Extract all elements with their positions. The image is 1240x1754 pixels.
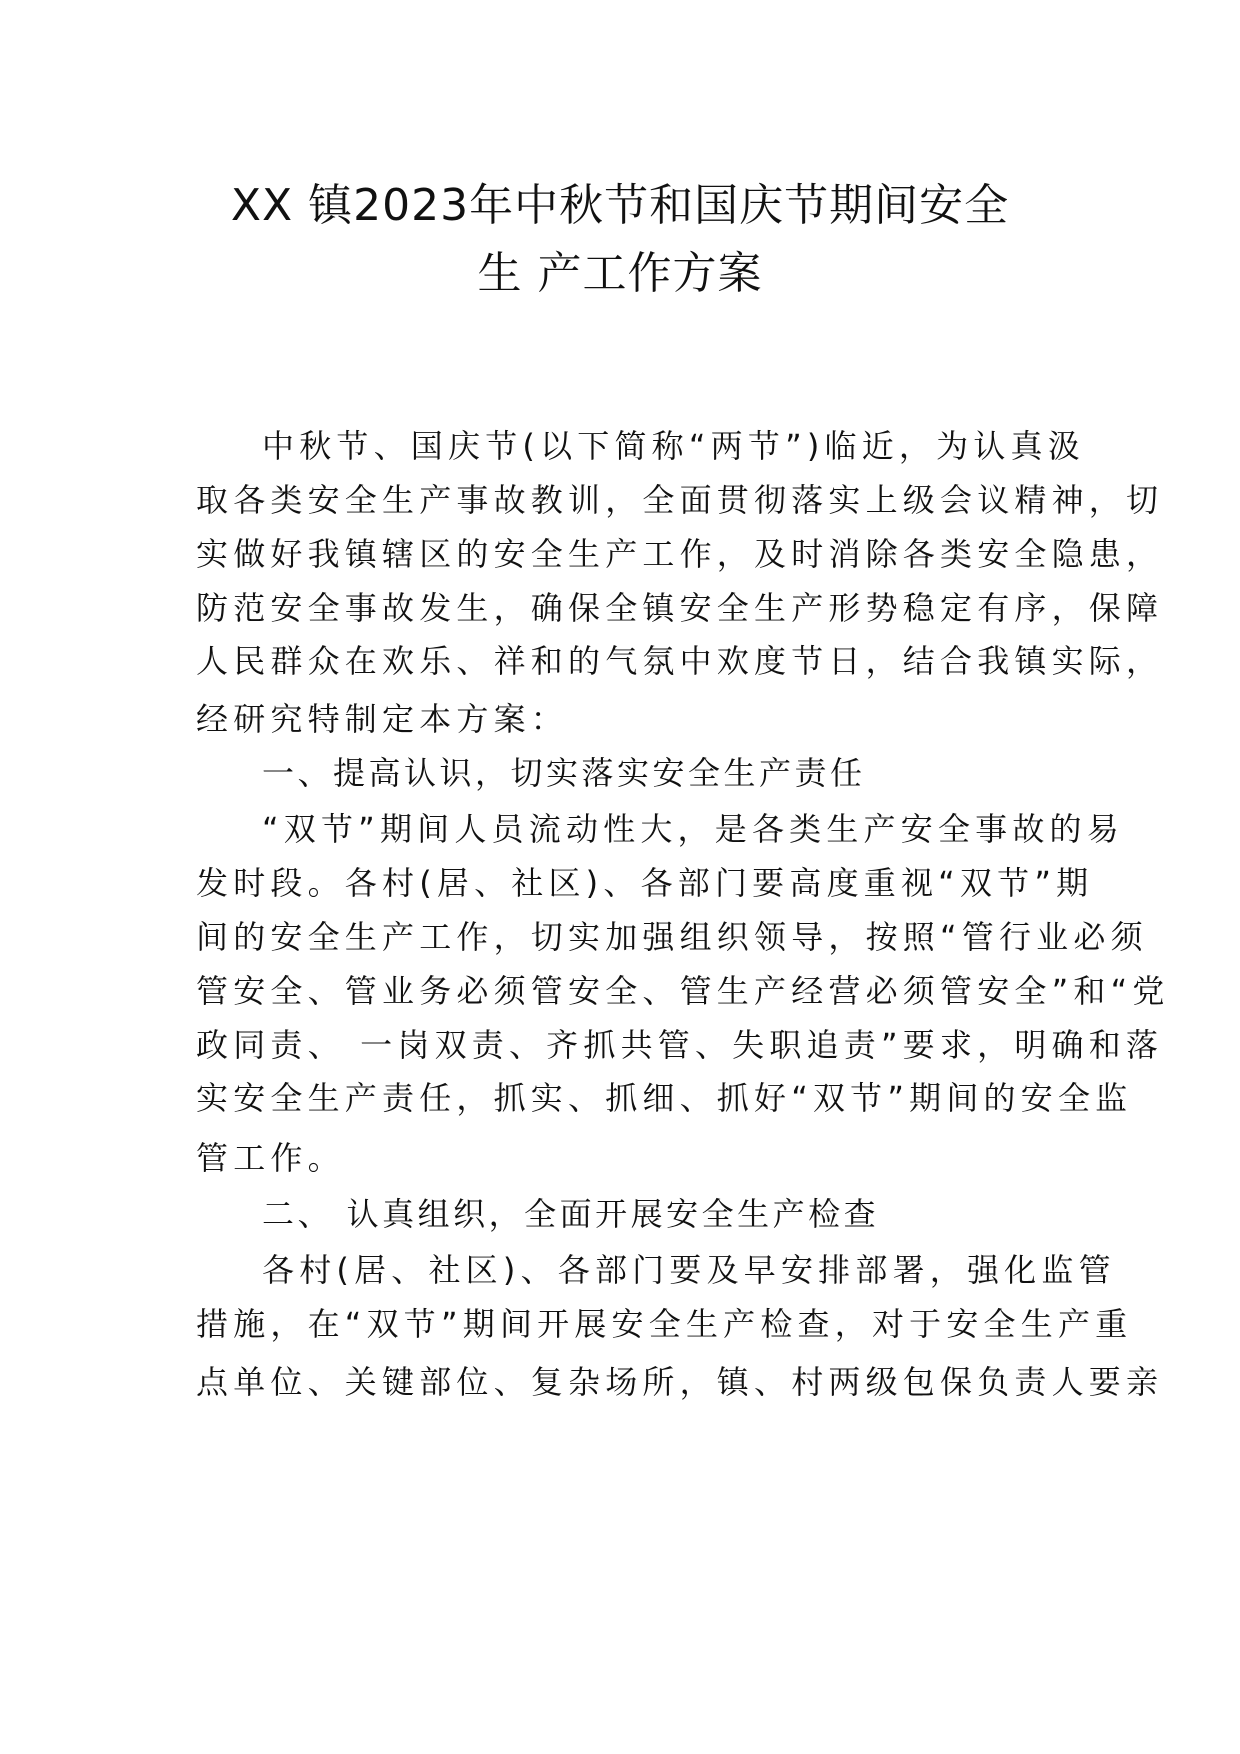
body-line-3: 实做好我镇辖区的安全生产工作，及时消除各类安全隐患， [196, 535, 1164, 573]
body-line-2: 取各类安全生产事故教训，全面贯彻落实上级会议精神，切 [196, 481, 1164, 519]
body-line-8: “双节”期间人员流动性大，是各类生产安全事故的易 [262, 810, 1124, 848]
section-heading-2: 二、 认真组织，全面开展安全生产检查 [262, 1195, 880, 1233]
title-line-2: 生 产工作方案 [477, 248, 763, 299]
body-line-17: 措施，在“双节”期间开展安全生产检查，对于安全生产重 [196, 1305, 1133, 1343]
body-line-13: 实安全生产责任，抓实、抓细、抓好“双节”期间的安全监 [196, 1079, 1133, 1117]
section-heading-1: 一、提高认识，切实落实安全生产责任 [262, 754, 866, 792]
body-line-9: 发时段。各村(居、社区)、各部门要高度重视“双节”期 [196, 864, 1094, 902]
body-line-5: 人民群众在欢乐、祥和的气氛中欢度节日，结合我镇实际， [196, 642, 1164, 680]
body-line-1: 中秋节、国庆节(以下简称“两节”)临近，为认真汲 [262, 427, 1085, 465]
body-line-16: 各村(居、社区)、各部门要及早安排部署，强化监管 [262, 1251, 1116, 1289]
body-line-12: 政同责、 一岗双责、齐抓共管、失职追责”要求，明确和落 [196, 1026, 1164, 1064]
body-line-10: 间的安全生产工作，切实加强组织领导，按照“管行业必须 [196, 918, 1148, 956]
body-line-11: 管安全、管业务必须管安全、管生产经营必须管安全”和“党 [196, 972, 1170, 1010]
body-line-4: 防范安全事故发生，确保全镇安全生产形势稳定有序，保障 [196, 589, 1164, 627]
document-title [160, 172, 1080, 308]
title-line-1: XX 镇2023年中秋节和国庆节期间安全 [230, 180, 1010, 231]
body-line-14: 管工作。 [196, 1139, 345, 1177]
body-line-6: 经研究特制定本方案： [196, 700, 569, 738]
body-line-18: 点单位、关键部位、复杂场所，镇、村两级包保负责人要亲 [196, 1363, 1164, 1401]
